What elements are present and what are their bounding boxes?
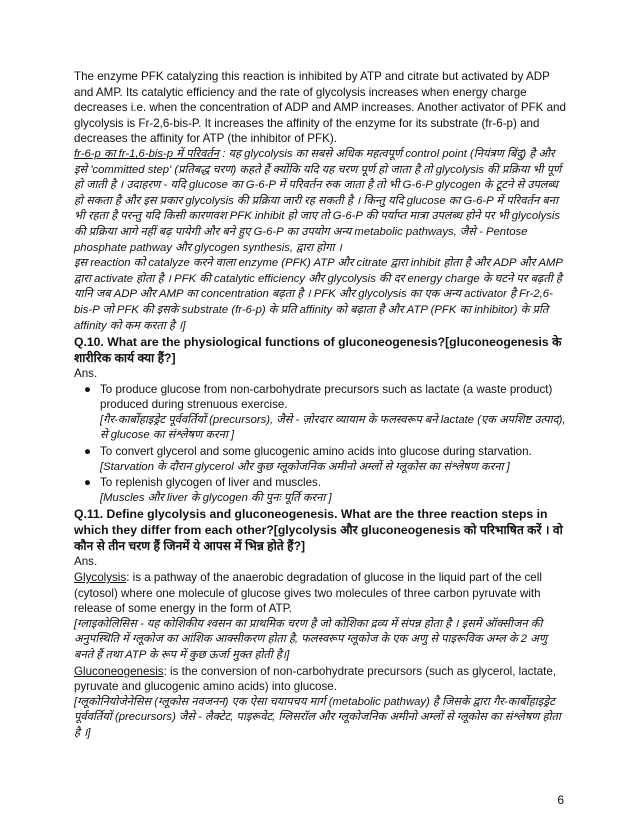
glycolysis-term: Glycolysis	[74, 571, 127, 585]
conversion-heading-link: fr-6-p का fr-1,6-bis-p में परिवर्तन	[74, 147, 220, 160]
question-11-title: Q.11. Define glycolysis and gluconeogenesis. What are the three reaction steps in which they differ from each other?[glycolysis और gluconeogenesis को परिभाषित करें । वो कौन से तीन चरण हैं जिनमें ये आपस में भिन्न होते हैं?]	[74, 507, 563, 554]
page-number: 6	[557, 793, 564, 807]
list-item-hindi: [Starvation के दौरान glycerol और कुछ ग्लूकोजनिक अमीनो अम्लों से ग्लूकोस का संश्लेषण करना ]	[100, 460, 510, 473]
bullet-icon: ●	[84, 476, 92, 490]
glycolysis-definition-text: : is a pathway of the anaerobic degradation of glucose in the liquid part of the cell (cytosol) where one molecule of glucose gives two molecules of three carbon pyruvate with release of some energy in the form of ATP.	[74, 571, 542, 616]
list-item	[74, 444, 568, 475]
pfk-paragraph-hindi-1	[74, 147, 568, 256]
gluconeogenesis-definition	[74, 664, 568, 695]
answer-label: Ans.	[74, 367, 98, 381]
pfk-paragraph-english: The enzyme PFK catalyzing this reaction is inhibited by ATP and citrate but activated by ADP and AMP. Its catalytic efficiency and the rate of glycolysis increases when energy charge decreases i.e. when the concentration of ADP and AMP increases. Another activator of PFK and glycolysis is Fr-2,6-bis-P. It increases the affinity of the enzyme for its substrate (fr-6-p) and decreases the affinity for ATP (the inhibitor of PFK).	[74, 70, 566, 146]
list-item	[74, 382, 568, 444]
pfk-paragraph-hindi-1-text: : यह glycolysis का सबसे अधिक महत्वपूर्ण control point (नियंत्रण बिंदु) है और इसे 'committed step' (प्रतिबद्ध चरण) कहते हैं क्योंकि यदि यह चरण पूर्ण हो जाता है तो glycolysis की प्रक्रिया भी पूर्ण हो जाती है । उदाहरण - यदि glucose का G-6-P में परिवर्तन रुक जाता है तो भी G-6-P glycogen के टूटने से उपलब्ध हो सकता है और इस प्रकार glycolysis की प्रक्रिया जारी रह सकती है । किन्तु यदि glucose का G-6-P में परिवर्तन बना भी रहता है परन्तु यदि किसी कारणवश PFK inhibit हो जाए तो G-6-P की पर्याप्त मात्रा उपलब्ध होने पर भी glycolysis की प्रक्रिया आगे नहीं बढ़ पायेगी और बने हुए G-6-P का उपयोग अन्य metabolic pathways, जैसे - Pentose phosphate pathway और glycogen synthesis, द्वारा होगा ।	[74, 147, 562, 254]
list-item-english: To replenish glycogen of liver and muscles.	[100, 476, 322, 490]
gluconeogenesis-definition-text: : is the conversion of non-carbohydrate precursors (such as glycerol, lactate, pyruvate and glucogenic amino acids) into glucose.	[74, 664, 557, 694]
question-10-title: Q.10. What are the physiological functions of gluconeogenesis?[gluconeogenesis के शारीरिक कार्य क्या हैं?]	[74, 335, 562, 366]
bullet-icon: ●	[84, 445, 92, 459]
q10-bullet-list	[74, 382, 568, 507]
answer-label: Ans.	[74, 555, 98, 569]
gluconeogenesis-term: Gluconeogenesis	[74, 664, 164, 678]
glycolysis-hindi: [ग्लाइकोलिसिस - यह कोशिकीय श्वसन का प्राथमिक चरण है जो कोशिका द्रव्य में संपन्न होता है । इसमें ऑक्सीजन की अनुपस्थिति में ग्लूकोज का आंशिक आक्सीकरण होता है, फलस्वरूप ग्लूकोज के एक अणु से पाइरूविक अम्ल के 2 अणु बनते हैं तथा ATP के रूप में कुछ ऊर्जा मुक्त होती है।]	[74, 617, 548, 661]
page-content	[74, 69, 568, 742]
list-item-hindi: [गैर-कार्बोहाइड्रेट पूर्ववर्तियों (precursors), जैसे - ज़ोरदार व्यायाम के फलस्वरूप बने lactate (एक अपशिष्ट उत्पाद), से glucose का संश्लेषण करना ]	[100, 413, 566, 442]
list-item	[74, 475, 568, 506]
glycolysis-definition	[74, 570, 568, 617]
bullet-icon: ●	[84, 382, 92, 396]
gluconeogenesis-hindi: [ग्लूकोनियोजेनेसिस (ग्लूकोस नवजनन) एक ऐसा चयापचय मार्ग (metabolic pathway) है जिसके द्वारा गैर-कार्बोहाइड्रेट पूर्ववर्तियों (precursors) जैसे - लैक्टेट, पाइरूवेट, ग्लिसरॉल और ग्लूकोजनिक अमीनो अम्लों से ग्लूकोस का संश्लेषण होता है ।]	[74, 695, 561, 739]
list-item-english: To produce glucose from non-carbohydrate precursors such as lactate (a waste product) produced during strenuous exercise.	[100, 382, 553, 412]
pfk-paragraph-hindi-2: इस reaction को catalyze करने वाला enzyme (PFK) ATP और citrate द्वारा inhibit होता है और ADP और AMP द्वारा activate होता है । PFK की catalytic efficiency और glycolysis की दर energy charge के घटने पर बढ़ती है यानि जब ADP और AMP का concentration बढ़ता है । PFK और glycolysis का एक अन्य activator है Fr-2,6-bis-P जो PFK की इसके substrate (fr-6-p) के प्रति affinity को बढ़ाता है और ATP (PFK का inhibitor) के प्रति affinity को कम करता है ।]	[74, 257, 563, 332]
list-item-hindi: [Muscles और liver के glycogen की पुनः पूर्ति करना ]	[100, 491, 332, 504]
list-item-english: To convert glycerol and some glucogenic amino acids into glucose during starvation.	[100, 445, 532, 459]
